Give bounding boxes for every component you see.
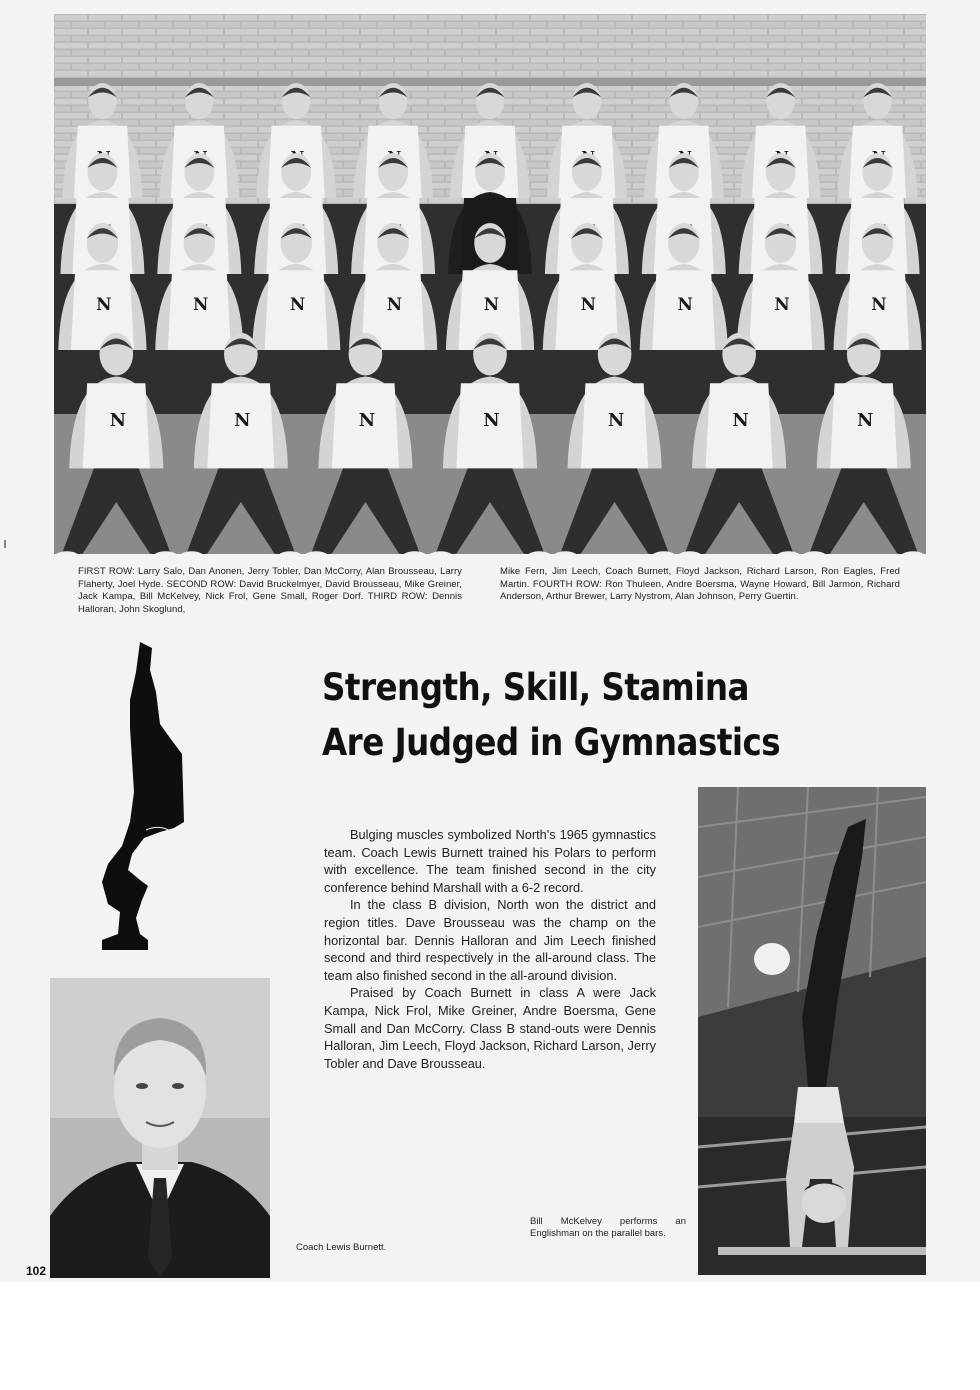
coach-portrait-photo: [50, 978, 270, 1278]
svg-text:N: N: [732, 409, 749, 431]
page-number: 102: [26, 1264, 47, 1278]
gymnast-silhouette-icon: [100, 642, 190, 950]
coach-portrait-illustration: [50, 978, 270, 1278]
svg-text:N: N: [677, 294, 693, 315]
svg-text:N: N: [96, 294, 112, 315]
article-paragraph: Praised by Coach Burnett in class A were Jack Kampa, Nick Frol, Mike Greiner, Andre Boersma, Gene Small and Dan McCorry. Class B stand-outs were Dennis Halloran, Jim Leech, Floyd Jackson, Richard Larson, Jerry Tobler and Dave Brousseau.: [324, 985, 656, 1071]
team-photo-illustration: [54, 14, 926, 554]
svg-text:N: N: [234, 409, 251, 431]
svg-text:N: N: [193, 294, 209, 315]
action-photo-illustration: [698, 787, 926, 1275]
svg-text:N: N: [109, 409, 126, 431]
svg-text:N: N: [386, 294, 403, 315]
article-paragraph: In the class B division, North won the district and region titles. Dave Brousseau was the champ on the horizontal bar. Dennis Halloran and Jim Leech finished second and third respectively in the all-around class. The team also finished second in the all-around division.: [324, 897, 656, 983]
action-caption: Bill McKelvey performs an Englishman on the parallel bars.: [530, 1216, 686, 1240]
headline-line-1: Strength, Skill, Stamina: [322, 666, 749, 709]
binding-mark: [4, 540, 6, 548]
svg-text:N: N: [483, 294, 500, 315]
team-caption-right: Mike Fern, Jim Leech, Coach Burnett, Floyd Jackson, Richard Larson, Ron Eagles, Fred Martin. FOURTH ROW: Ron Thuleen, Andre Boersma, Wayne Howard, Bill Jarmon, Richard Anderson, Arthur Brewer, Larry Nystrom, Alan Johnson, Perry Guertin.: [500, 566, 900, 603]
svg-text:N: N: [774, 294, 790, 315]
svg-text:N: N: [607, 409, 625, 431]
team-caption-left: FIRST ROW: Larry Salo, Dan Anonen, Jerry Tobler, Dan McCorry, Alan Brousseau, Larry Flaherty, Joel Hyde. SECOND ROW: David Bruckelmyer, David Brousseau, Mike Greiner, Jack Kampa, Bill McKelvey, Nick Frol, Gene Small, Roger Dorf. THIRD ROW: Dennis Halloran, John Skoglund,: [78, 566, 462, 615]
svg-text:N: N: [289, 294, 306, 315]
article-paragraph: Bulging muscles symbolized North's 1965 gymnastics team. Coach Lewis Burnett trained his Polars to perform with excellence. The team finished second in the city conference behind Marshall with a 6-2 record.: [324, 827, 656, 895]
team-photo: [54, 14, 926, 554]
article-body: [324, 826, 656, 1072]
coach-caption: Coach Lewis Burnett.: [296, 1242, 387, 1253]
action-photo: [698, 787, 926, 1275]
headline-line-2: Are Judged in Gymnastics: [322, 721, 781, 764]
article-headline: [322, 660, 815, 770]
svg-text:N: N: [358, 409, 376, 431]
svg-text:N: N: [580, 294, 596, 315]
svg-text:N: N: [871, 294, 887, 315]
svg-text:N: N: [856, 409, 874, 431]
svg-text:N: N: [483, 409, 500, 431]
